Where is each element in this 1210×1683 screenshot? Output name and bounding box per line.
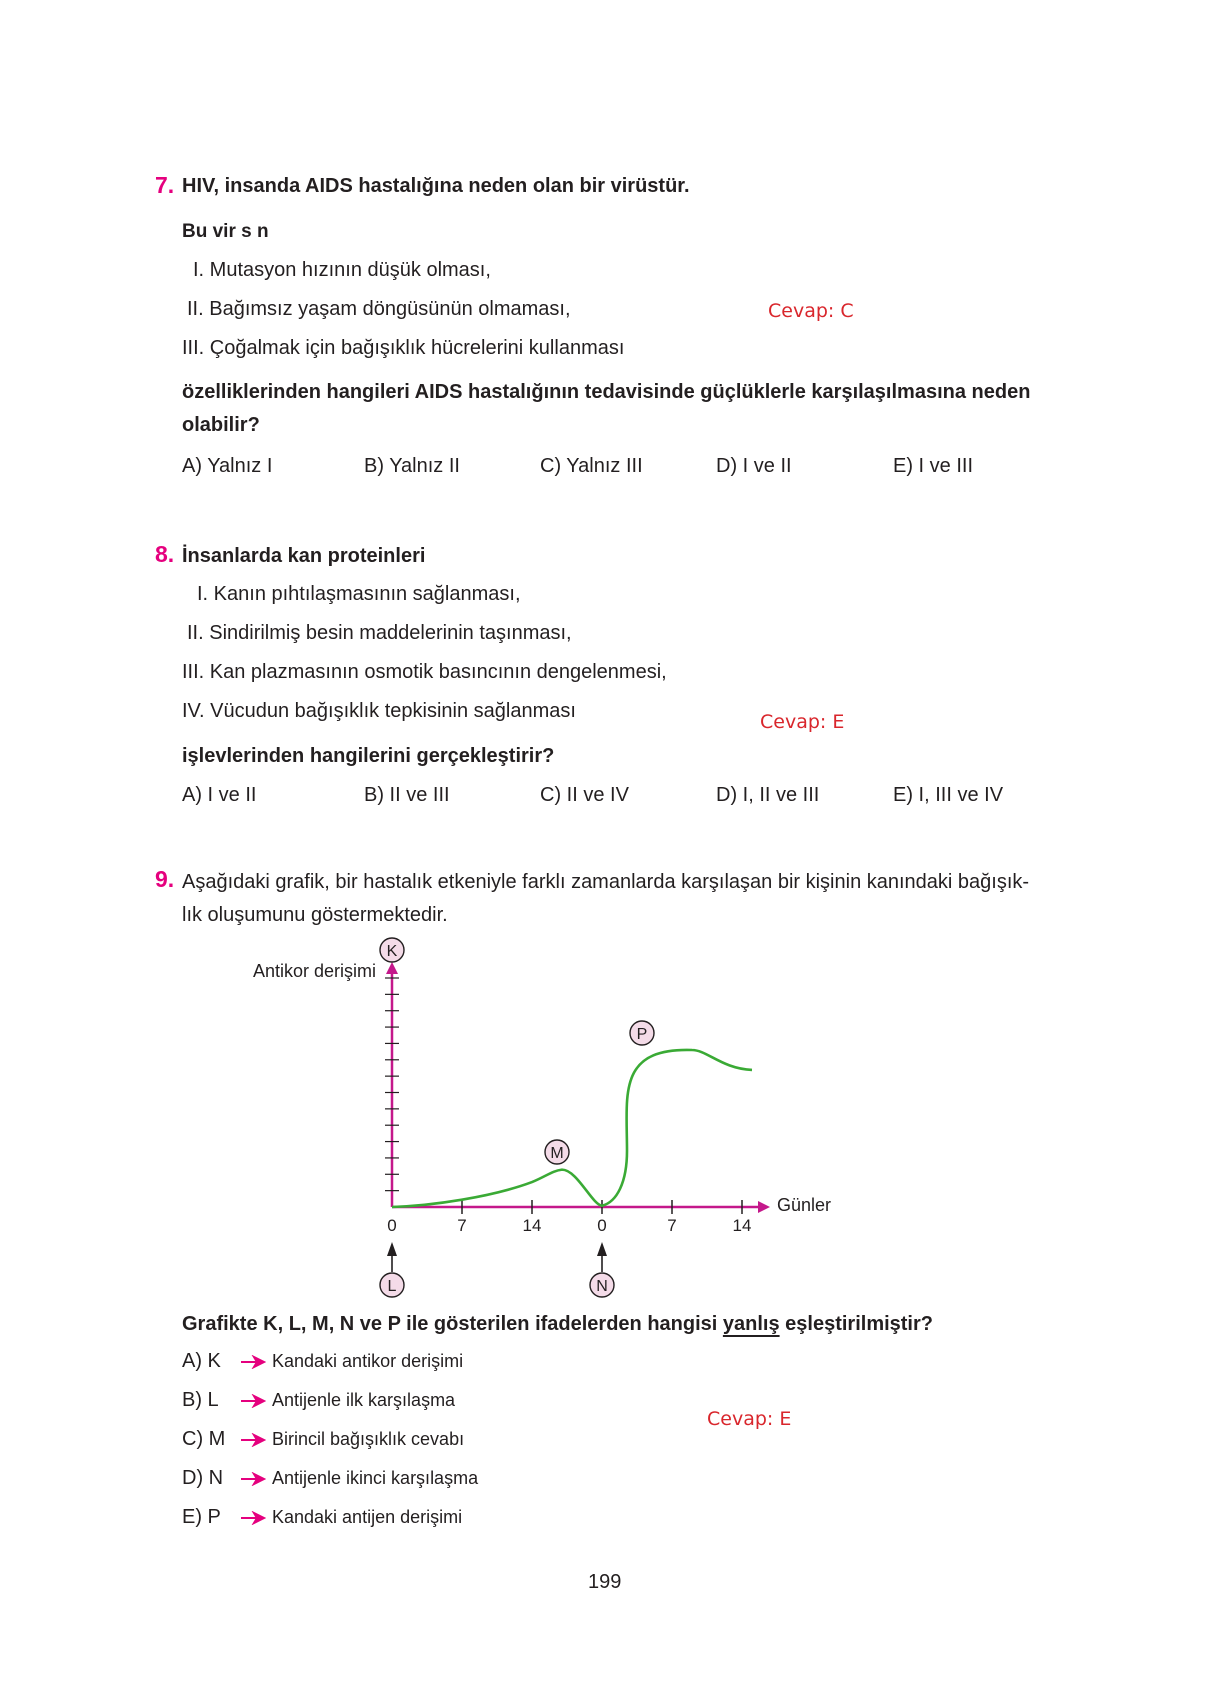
marker-l-arrowhead	[387, 1242, 397, 1256]
q9-option-b-text: Antijenle ilk karşılaşma	[272, 1390, 456, 1410]
q7-answer: Cevap: C	[768, 300, 854, 322]
x-tick-label: 7	[667, 1216, 677, 1235]
marker-p-label: P	[636, 1026, 648, 1043]
q9-answer: Cevap: E	[707, 1408, 792, 1430]
marker-n-arrowhead	[597, 1242, 607, 1256]
q8-item-2: II. Sindirilmiş besin maddelerinin taşınması,	[187, 622, 572, 644]
q9-option-e[interactable]	[182, 1506, 462, 1529]
q9-option-e-letter: E) P	[182, 1506, 221, 1528]
q7-question-line1: özelliklerinden hangileri AIDS hastalığının tedavisinde güçlüklerle karşılaşılmasına neden	[182, 381, 1031, 403]
x-tick-label: 14	[732, 1216, 752, 1235]
arrow-right-icon	[240, 1433, 266, 1447]
q9-option-b[interactable]	[182, 1389, 455, 1412]
marker-k-label: K	[386, 943, 398, 960]
q7-item-2: II. Bağımsız yaşam döngüsünün olmaması,	[187, 298, 571, 320]
q9-option-c-text: Birincil bağışıklık cevabı	[272, 1429, 465, 1449]
q7-item-1: I. Mutasyon hızının düşük olması,	[193, 259, 491, 281]
q9-question	[182, 1313, 933, 1336]
q8-option-c[interactable]: C) II ve IV	[540, 784, 629, 806]
x-tick-label: 7	[457, 1216, 467, 1235]
antibody-curve	[392, 1050, 752, 1207]
q9-option-d[interactable]	[182, 1467, 478, 1490]
q9-stem-line2: lık oluşumunu göstermektedir.	[182, 904, 448, 926]
q9-question-post: eşleştirilmiştir?	[779, 1313, 933, 1335]
q9-stem-line1: Aşağıdaki grafik, bir hastalık etkeniyle farklı zamanlarda karşılaşan bir kişinin kanındaki bağışık-	[182, 871, 1030, 893]
y-axis-label: Antikor derişimi	[252, 961, 376, 981]
q7-option-a[interactable]: A) Yalnız I	[182, 455, 273, 477]
q7-question-line2: olabilir?	[182, 414, 260, 436]
q7-option-e[interactable]: E) I ve III	[893, 455, 974, 477]
x-tick-label: 0	[387, 1216, 397, 1235]
marker-n-label: N	[596, 1278, 608, 1295]
q9-question-pre: Grafikte K, L, M, N ve P ile gösterilen ifadelerden hangisi	[182, 1313, 723, 1335]
arrow-right-icon	[240, 1394, 266, 1408]
q7-option-c[interactable]: C) Yalnız III	[540, 455, 643, 477]
q8-item-1: I. Kanın pıhtılaşmasının sağlanması,	[197, 583, 521, 605]
q8-option-a[interactable]: A) I ve II	[182, 784, 257, 806]
q7-stem: HIV, insanda AIDS hastalığına neden olan bir virüstür.	[182, 175, 690, 197]
q9-number: 9.	[155, 866, 175, 892]
x-tick-label: 14	[522, 1216, 542, 1235]
q7-lead: Bu vir s n	[182, 221, 269, 242]
q9-option-e-text: Kandaki antijen derişimi	[272, 1507, 463, 1527]
page-number: 199	[588, 1571, 622, 1593]
q8-item-3: III. Kan plazmasının osmotik basıncının dengelenmesi,	[182, 661, 667, 683]
q7-option-d[interactable]: D) I ve II	[716, 455, 792, 477]
arrow-right-icon	[240, 1511, 266, 1525]
q7-option-b[interactable]: B) Yalnız II	[364, 455, 460, 477]
q9-question-underlined: yanlış	[722, 1313, 780, 1335]
q8-question: işlevlerinden hangilerini gerçekleştirir?	[182, 745, 555, 767]
q7-item-3: III. Çoğalmak için bağışıklık hücrelerini kullanması	[182, 337, 625, 359]
q9-option-c[interactable]	[182, 1428, 464, 1451]
y-axis-arrowhead	[386, 962, 398, 974]
marker-l-label: L	[387, 1278, 397, 1295]
q8-stem: İnsanlarda kan proteinleri	[182, 545, 426, 567]
arrow-right-icon	[240, 1355, 266, 1369]
q8-item-4: IV. Vücudun bağışıklık tepkisinin sağlanması	[182, 700, 576, 722]
q9-option-a-letter: A) K	[182, 1350, 221, 1372]
q9-option-d-text: Antijenle ikinci karşılaşma	[272, 1468, 479, 1488]
q9-option-a[interactable]	[182, 1350, 463, 1373]
q9-option-b-letter: B) L	[182, 1389, 219, 1411]
arrow-right-icon	[240, 1472, 266, 1486]
x-axis-arrowhead	[758, 1201, 770, 1213]
x-axis-label: Günler	[777, 1195, 832, 1215]
x-tick-label: 0	[597, 1216, 607, 1235]
q8-option-e[interactable]: E) I, III ve IV	[893, 784, 1004, 806]
marker-m-label: M	[550, 1145, 564, 1162]
q8-option-d[interactable]: D) I, II ve III	[716, 784, 820, 806]
q8-answer: Cevap: E	[760, 711, 845, 733]
q8-option-b[interactable]: B) II ve III	[364, 784, 450, 806]
q8-number: 8.	[155, 541, 175, 567]
q9-option-c-letter: C) M	[182, 1428, 226, 1450]
q9-option-d-letter: D) N	[182, 1467, 224, 1489]
q7-number: 7.	[155, 172, 175, 198]
q9-option-a-text: Kandaki antikor derişimi	[272, 1351, 464, 1371]
